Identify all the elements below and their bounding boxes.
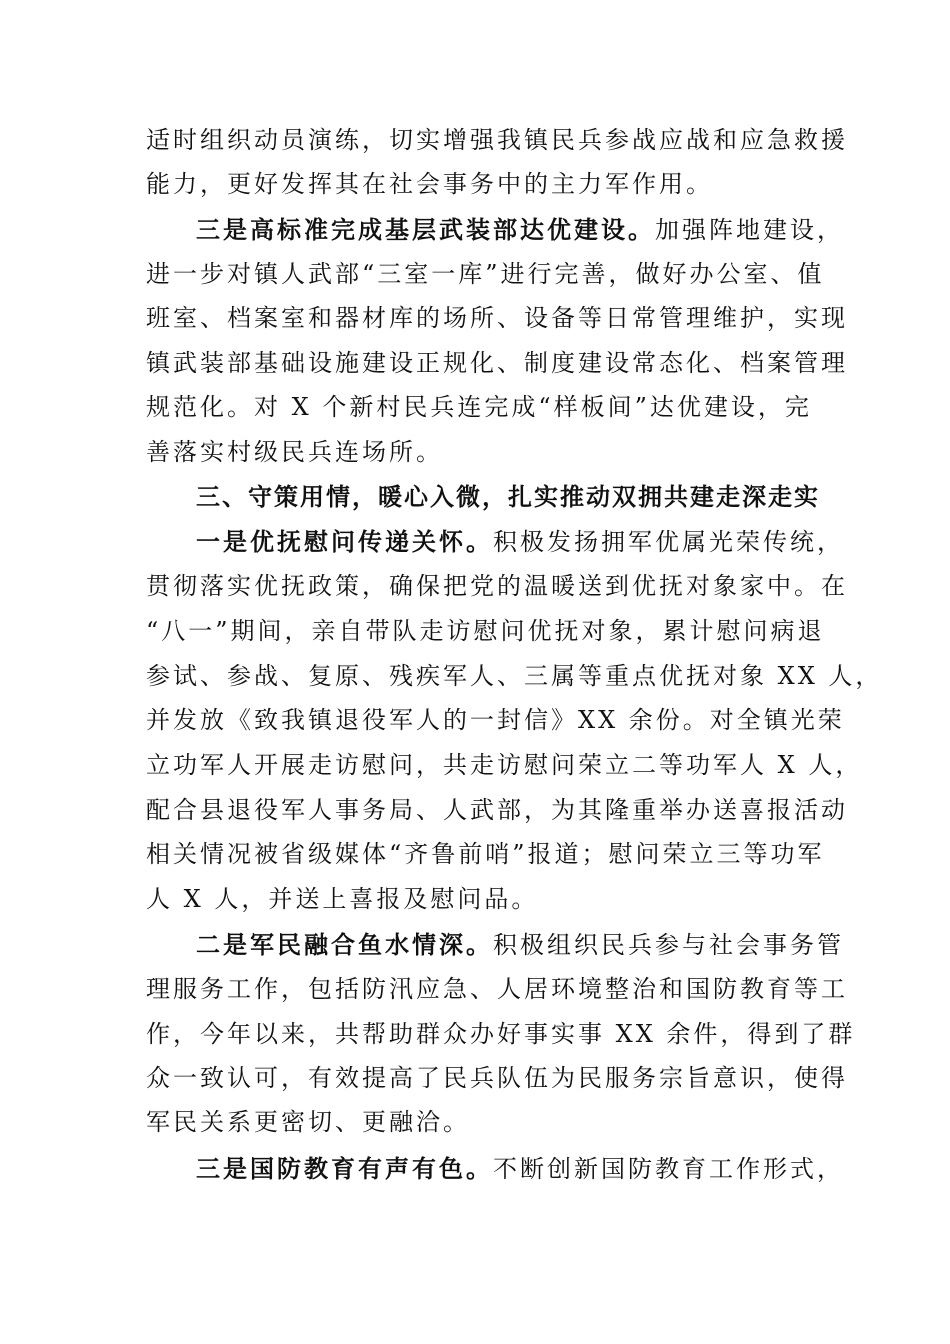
paragraph-line: 能力，更好发挥其在社会事务中的主力军作用。 <box>146 170 713 198</box>
paragraph-line: 参试、参战、复原、残疾军人、三属等重点优抚对象 XX 人， <box>146 662 883 690</box>
paragraph-line: 作，今年以来，共帮助群众办好事实事 XX 余件，得到了群 <box>146 1020 856 1048</box>
paragraph-line: “八一”期间，亲自带队走访慰问优抚对象，累计慰问病退 <box>146 617 825 645</box>
paragraph-lead: 三是国防教育有声有色。 <box>196 1154 493 1183</box>
paragraph-line: 立功军人开展走访慰问，共走访慰问荣立二等功军人 X 人， <box>146 751 863 779</box>
paragraph-line: 理服务工作，包括防汛应急、人居环境整治和国防教育等工 <box>146 975 848 1003</box>
paragraph-lead: 三是高标准完成基层武装部达优建设。 <box>196 215 655 244</box>
paragraph-line: 配合县退役军人事务局、人武部，为其隆重举办送喜报活动 <box>146 796 848 824</box>
paragraph-line: 众一致认可，有效提高了民兵队伍为民服务宗旨意识，使得 <box>146 1064 848 1092</box>
paragraph-line: 人 X 人，并送上喜报及慰问品。 <box>146 885 539 913</box>
paragraph-line: 相关情况被省级媒体“齐鲁前哨”报道；慰问荣立三等功军 <box>146 840 825 868</box>
paragraph-line: 善落实村级民兵连场所。 <box>146 438 443 466</box>
paragraph-line: 规范化。对 X 个新村民兵连完成“样板间”达优建设，完 <box>146 393 812 421</box>
paragraph-line: 一是优抚慰问传递关怀。积极发扬拥军优属光荣传统， <box>196 527 844 556</box>
paragraph-line: 镇武装部基础设施建设正规化、制度建设常态化、档案管理 <box>146 349 848 377</box>
paragraph-line: 班室、档案室和器材库的场所、设备等日常管理维护，实现 <box>146 304 848 332</box>
paragraph-line: 军民关系更密切、更融洽。 <box>146 1108 470 1136</box>
paragraph-line: 贯彻落实优抚政策，确保把党的温暖送到优抚对象家中。在 <box>146 572 848 600</box>
paragraph-line: 适时组织动员演练，切实增强我镇民兵参战应战和应急救援 <box>146 126 848 154</box>
paragraph-line: 三是国防教育有声有色。不断创新国防教育工作形式， <box>196 1154 844 1183</box>
paragraph-lead: 一是优抚慰问传递关怀。 <box>196 527 493 556</box>
paragraph-lead: 二是军民融合鱼水情深。 <box>196 930 493 959</box>
paragraph-line: 三是高标准完成基层武装部达优建设。加强阵地建设， <box>196 215 844 244</box>
paragraph-line: 二是军民融合鱼水情深。积极组织民兵参与社会事务管 <box>196 930 844 959</box>
paragraph-line: 进一步对镇人武部“三室一库”进行完善，做好办公室、值 <box>146 260 825 288</box>
section-heading: 三、守策用情，暖心入微，扎实推动双拥共建走深走实 <box>196 482 820 511</box>
paragraph-line: 并发放《致我镇退役军人的一封信》XX 余份。对全镇光荣 <box>146 706 845 734</box>
